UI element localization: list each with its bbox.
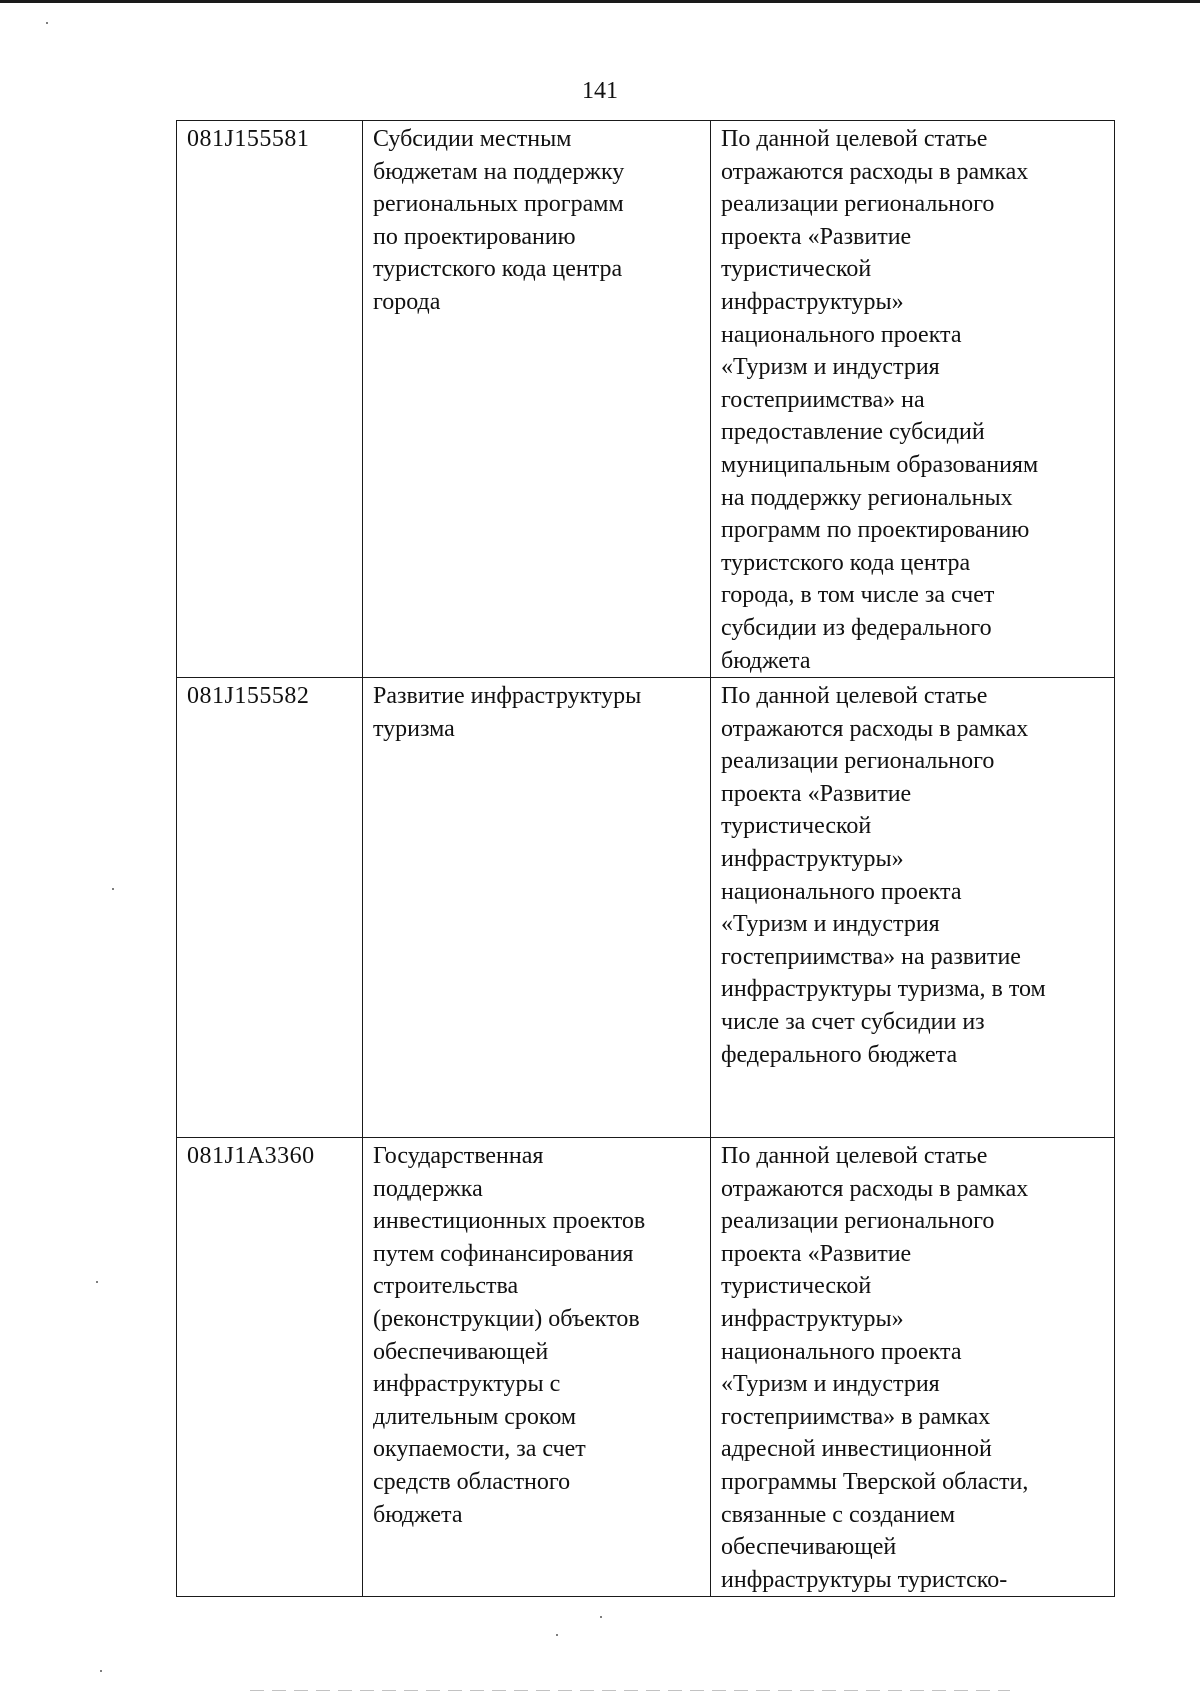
code-cell — [177, 121, 363, 678]
target-article-description: По данной целевой статье отражаются расходы в рамках реализации регионального проекта «Развитие туристической инфраструктуры» национального проекта «Туризм и индустрия гостеприимства» на предоставление субсидий муниципальным образованиям на поддержку региональных программ по проектированию туристского кода центра города, в том числе за счет субсидии из федерального бюджета — [721, 126, 1039, 674]
page-number: 141 — [582, 78, 618, 104]
table-row — [177, 121, 1115, 678]
target-article-code: 081J1A3360 — [187, 1143, 315, 1170]
scan-speck — [556, 1634, 558, 1636]
description-cell — [711, 1138, 1115, 1597]
code-cell — [177, 678, 363, 1138]
scan-speck — [96, 1281, 98, 1283]
table-row — [177, 1138, 1115, 1597]
target-article-name: Развитие инфраструктуры туризма — [373, 683, 642, 742]
scan-top-border — [0, 0, 1200, 3]
target-article-name: Государственная поддержка инвестиционных проектов путем софинансирования строительства (реконструкции) объектов обеспечивающей инфраструктуры с длительным сроком окупаемости, за счет средств областного бюджета — [373, 1143, 646, 1528]
budget-classification-table — [176, 120, 1115, 1597]
description-cell — [711, 678, 1115, 1138]
table-row — [177, 678, 1115, 1138]
target-article-name: Субсидии местным бюджетам на поддержку региональных программ по проектированию туристского кода центра города — [373, 126, 625, 315]
target-article-description: По данной целевой статье отражаются расходы в рамках реализации регионального проекта «Развитие туристической инфраструктуры» национального проекта «Туризм и индустрия гостеприимства» в рамках адресной инвестиционной программы Тверской области, связанные с созданием обеспечивающей инфраструктуры туристско- — [721, 1143, 1029, 1593]
scan-speck — [100, 1670, 102, 1672]
target-article-description: По данной целевой статье отражаются расходы в рамках реализации регионального проекта «Развитие туристической инфраструктуры» национального проекта «Туризм и индустрия гостеприимства» на развитие инфраструктуры туризма, в том числе за счет субсидии из федерального бюджета — [721, 683, 1046, 1068]
scan-speck — [46, 22, 48, 24]
name-cell — [363, 678, 711, 1138]
scan-speck — [600, 1616, 602, 1618]
name-cell — [363, 121, 711, 678]
scan-artifact-line — [250, 1690, 1010, 1691]
code-cell — [177, 1138, 363, 1597]
name-cell — [363, 1138, 711, 1597]
description-cell — [711, 121, 1115, 678]
scan-speck — [112, 888, 114, 890]
target-article-code: 081J155581 — [187, 126, 310, 152]
target-article-code: 081J155582 — [187, 683, 310, 710]
